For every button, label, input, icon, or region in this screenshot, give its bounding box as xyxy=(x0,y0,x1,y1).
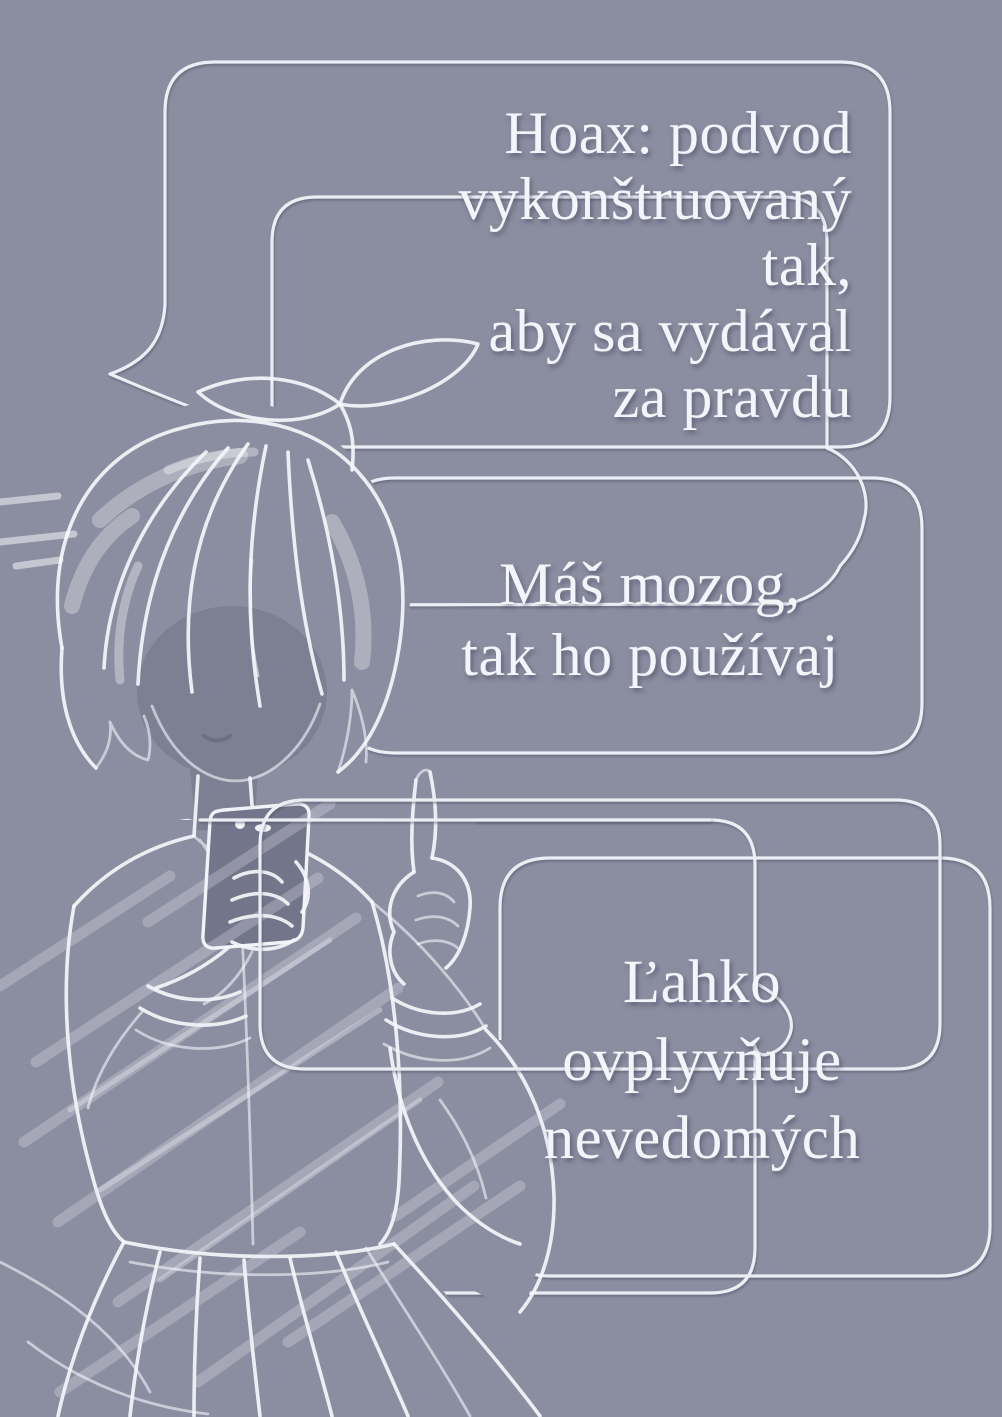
quote-line: nevedomých xyxy=(543,1105,861,1172)
character-illustration xyxy=(0,340,560,1417)
quote-line: Máš mozog, xyxy=(499,551,801,617)
quote-line: za pravdu xyxy=(612,364,852,430)
quote-line: tak, xyxy=(761,232,852,298)
quote-line: aby sa vydával xyxy=(488,298,852,364)
speech-text-mozog xyxy=(340,549,960,691)
speech-text-hoax xyxy=(458,100,852,430)
quote-line: ovplyvňuje xyxy=(562,1027,842,1094)
quote-line: Ľahko xyxy=(622,949,782,1016)
sketch-streak xyxy=(0,496,58,502)
face-shadow xyxy=(137,606,327,778)
speech-text-lahko xyxy=(452,944,952,1178)
quote-line: vykonštruovaný xyxy=(458,166,852,232)
quote-line: Hoax: podvod xyxy=(504,100,852,166)
quote-line: tak ho používaj xyxy=(461,622,839,688)
sprout-leaf xyxy=(340,340,478,406)
